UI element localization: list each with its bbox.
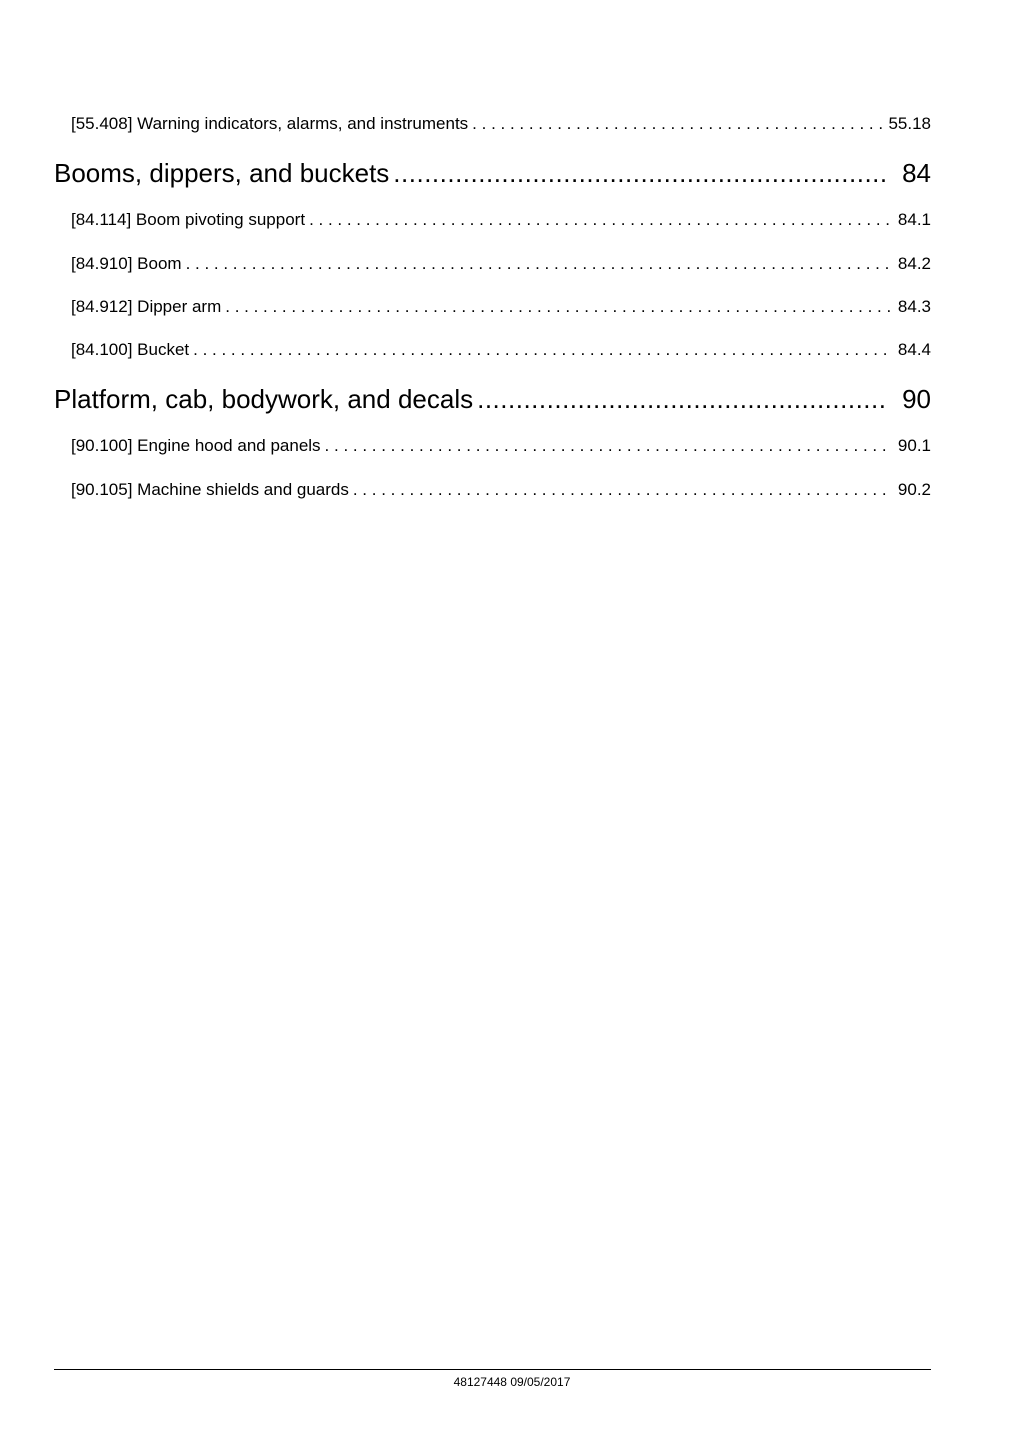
- dot-leader: [353, 480, 892, 500]
- toc-chapter-page: 90: [902, 384, 931, 414]
- toc-entry-55-408[interactable]: [71, 114, 931, 134]
- dot-leader: [309, 210, 892, 230]
- toc-entry-label: [84.114] Boom pivoting support: [71, 210, 306, 229]
- toc-chapter-label: Platform, cab, bodywork, and decals: [54, 384, 474, 414]
- toc-entry-90-100[interactable]: [71, 436, 931, 456]
- dot-leader: [393, 157, 888, 189]
- toc-entry-label: [90.105] Machine shields and guards: [71, 480, 349, 499]
- toc-chapter-page: 84: [902, 158, 931, 188]
- toc-entry-label: [84.912] Dipper arm: [71, 297, 222, 316]
- toc-entry-label: [84.100] Bucket: [71, 340, 190, 359]
- toc-entry-label: [84.910] Boom: [71, 254, 182, 273]
- toc-entry-page: 55.18: [888, 114, 931, 133]
- toc-chapter-90[interactable]: [54, 383, 931, 415]
- toc-entry-84-100[interactable]: [71, 340, 931, 360]
- toc-entry-page: 84.1: [897, 210, 931, 229]
- toc-entry-label: [90.100] Engine hood and panels: [71, 436, 321, 455]
- toc-entry-label: [55.408] Warning indicators, alarms, and instruments: [71, 114, 469, 133]
- toc-entry-page: 84.2: [897, 254, 931, 273]
- toc-entry-page: 90.1: [897, 436, 931, 455]
- toc-entry-84-114[interactable]: [71, 210, 931, 230]
- toc-entry-page: 84.4: [897, 340, 931, 359]
- dot-leader: [225, 297, 892, 317]
- toc-entry-90-105[interactable]: [71, 480, 931, 500]
- toc-chapter-84[interactable]: [54, 157, 931, 189]
- toc-entry-page: 90.2: [897, 480, 931, 499]
- dot-leader: [325, 436, 892, 456]
- dot-leader: [186, 254, 892, 274]
- toc-entry-84-912[interactable]: [71, 297, 931, 317]
- dot-leader: [477, 383, 888, 415]
- toc-entry-84-910[interactable]: [71, 254, 931, 274]
- toc-entry-page: 84.3: [897, 297, 931, 316]
- footer-divider: [54, 1369, 931, 1370]
- footer-doc-id: 48127448 09/05/2017: [453, 1375, 571, 1389]
- dot-leader: [193, 340, 892, 360]
- dot-leader: [472, 114, 882, 134]
- toc-chapter-label: Booms, dippers, and buckets: [54, 158, 390, 188]
